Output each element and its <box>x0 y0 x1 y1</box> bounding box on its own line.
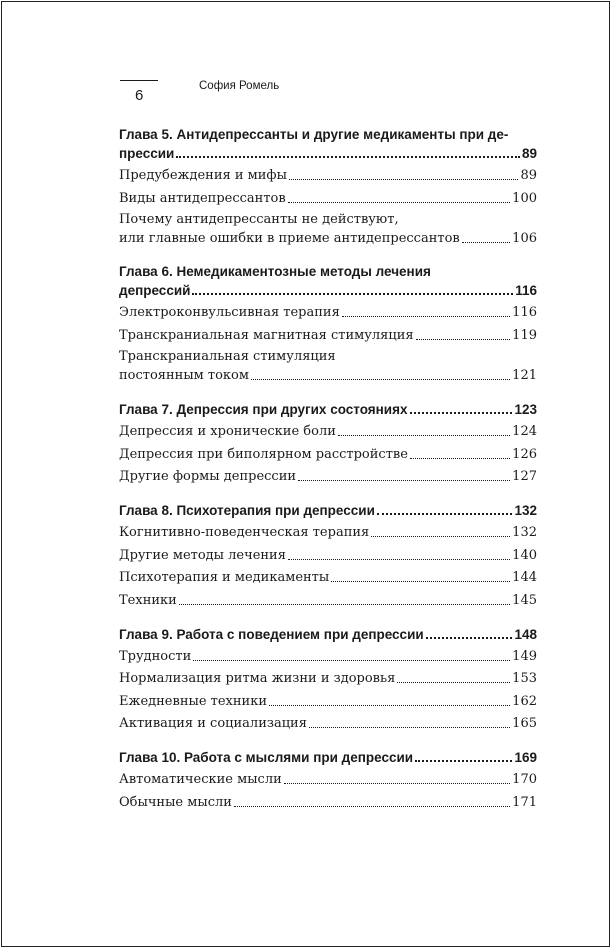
toc-chapter <box>119 625 537 733</box>
dot-leader <box>269 705 510 706</box>
section-page-number: 126 <box>512 446 537 462</box>
section-title-first-line: Транскраниальная стимуляция <box>119 349 336 364</box>
section-page-number: 140 <box>512 547 537 563</box>
section-title: Активация и социализация <box>119 716 307 731</box>
toc-chapter <box>119 263 537 384</box>
dot-leader <box>284 783 510 784</box>
section-line[interactable] <box>119 467 537 485</box>
section-line[interactable] <box>119 770 537 788</box>
chapter-page-number: 148 <box>514 626 537 642</box>
dot-leader <box>371 536 510 537</box>
toc-chapter <box>119 748 537 811</box>
section-page-number: 124 <box>512 424 537 439</box>
toc-chapter <box>119 501 537 609</box>
running-head <box>120 76 520 106</box>
chapter-page-number: 89 <box>521 146 537 161</box>
section-page-number: 144 <box>512 570 537 585</box>
section-title-first-line: Почему антидепрессанты не действуют, <box>119 212 399 227</box>
section-title: Нормализация ритма жизни и здоровья <box>119 671 396 686</box>
page-number: 6 <box>135 87 144 104</box>
chapter-title-first-line: Глава 5. Антидепрессанты и другие медикаменты при де- <box>119 127 509 142</box>
dot-leader <box>410 458 510 459</box>
section-page-number: 89 <box>520 168 537 183</box>
section-title: Обычные мысли <box>119 794 232 810</box>
toc-chapter <box>119 126 537 247</box>
section-page-number: 116 <box>512 305 537 320</box>
section-line[interactable] <box>119 546 537 564</box>
section-line[interactable] <box>119 669 537 687</box>
dot-leader <box>342 316 510 317</box>
chapter-title: прессии <box>119 146 175 161</box>
section-title: Психотерапия и медикаменты <box>119 570 330 585</box>
section-page-number: 162 <box>512 693 537 709</box>
dot-leader <box>192 293 513 295</box>
section-title: Другие методы лечения <box>119 547 286 563</box>
chapter-page-number: 169 <box>514 750 537 765</box>
chapter-line[interactable] <box>119 281 537 299</box>
chapter-title: Глава 7. Депрессия при других состояниях <box>119 402 408 417</box>
section-line[interactable] <box>119 445 537 463</box>
section-title: Депрессия и хронические боли <box>119 424 336 439</box>
section-title: или главные ошибки в приеме антидепрессантов <box>119 231 460 246</box>
dot-leader <box>416 339 511 340</box>
section-line[interactable] <box>119 326 537 344</box>
table-of-contents <box>119 126 537 827</box>
chapter-title: Глава 8. Психотерапия при депрессии <box>119 503 375 518</box>
dot-leader <box>377 513 513 515</box>
dot-leader <box>251 379 510 380</box>
dot-leader <box>309 727 510 728</box>
section-page-number: 119 <box>512 327 537 343</box>
section-title: Когнитивно-поведенческая терапия <box>119 525 370 540</box>
section-line[interactable] <box>119 229 537 247</box>
dot-leader <box>193 660 510 661</box>
section-title: постоянным током <box>119 368 249 383</box>
dot-leader <box>462 242 510 243</box>
section-title: Транскраниальная магнитная стимуляция <box>119 327 414 343</box>
chapter-page-number: 132 <box>514 503 537 518</box>
section-page-number: 149 <box>512 648 537 664</box>
section-line[interactable] <box>119 591 537 609</box>
section-line[interactable] <box>119 189 537 207</box>
dot-leader <box>234 806 510 807</box>
author-name: София Ромель <box>199 80 280 92</box>
section-title: Техники <box>119 592 177 608</box>
section-page-number: 121 <box>512 368 537 383</box>
section-title: Другие формы депрессии <box>119 469 297 484</box>
section-page-number: 145 <box>512 592 537 608</box>
section-line[interactable] <box>119 568 537 586</box>
section-page-number: 127 <box>512 469 537 484</box>
toc-chapter <box>119 400 537 485</box>
dot-leader <box>331 581 510 582</box>
header-rule <box>120 80 158 81</box>
section-line[interactable] <box>119 793 537 811</box>
section-title: Трудности <box>119 648 192 664</box>
section-page-number: 132 <box>512 525 537 540</box>
dot-leader <box>179 604 510 605</box>
chapter-line[interactable] <box>119 501 537 519</box>
chapter-title: Глава 10. Работа с мыслями при депрессии <box>119 750 414 765</box>
section-title: Автоматические мысли <box>119 772 282 787</box>
dot-leader <box>426 637 513 639</box>
chapter-line[interactable] <box>119 748 537 766</box>
dot-leader <box>410 412 513 414</box>
section-title: Электроконвульсивная терапия <box>119 305 340 320</box>
dot-leader <box>289 179 519 180</box>
section-line[interactable] <box>119 166 537 184</box>
section-page-number: 153 <box>512 671 537 686</box>
dot-leader <box>288 559 510 560</box>
dot-leader <box>176 156 520 158</box>
section-page-number: 170 <box>512 772 537 787</box>
dot-leader <box>415 760 512 762</box>
section-page-number: 165 <box>512 716 537 731</box>
section-line[interactable] <box>119 523 537 541</box>
section-title: Предубеждения и мифы <box>119 168 287 183</box>
section-line[interactable] <box>119 422 537 440</box>
section-line[interactable] <box>119 692 537 710</box>
section-line[interactable] <box>119 714 537 732</box>
chapter-page-number: 116 <box>515 283 537 298</box>
chapter-title: депрессий <box>119 283 191 298</box>
dot-leader <box>338 435 510 436</box>
section-title: Депрессия при биполярном расстройстве <box>119 446 408 462</box>
section-page-number: 100 <box>512 190 537 206</box>
section-title: Ежедневные техники <box>119 693 267 709</box>
chapter-line[interactable] <box>119 625 537 643</box>
section-title: Виды антидепрессантов <box>119 190 286 206</box>
chapter-title-first-line: Глава 6. Немедикаментозные методы лечения <box>119 264 431 279</box>
chapter-line[interactable] <box>119 400 537 418</box>
chapter-line[interactable] <box>119 144 537 162</box>
dot-leader <box>298 480 510 481</box>
dot-leader <box>288 202 511 203</box>
dot-leader <box>397 682 510 683</box>
section-line[interactable] <box>119 366 537 384</box>
chapter-page-number: 123 <box>514 402 537 417</box>
section-page-number: 171 <box>512 794 537 810</box>
section-page-number: 106 <box>512 231 537 246</box>
chapter-title: Глава 9. Работа с поведением при депрессии <box>119 626 424 642</box>
section-line[interactable] <box>119 303 537 321</box>
section-line[interactable] <box>119 647 537 665</box>
